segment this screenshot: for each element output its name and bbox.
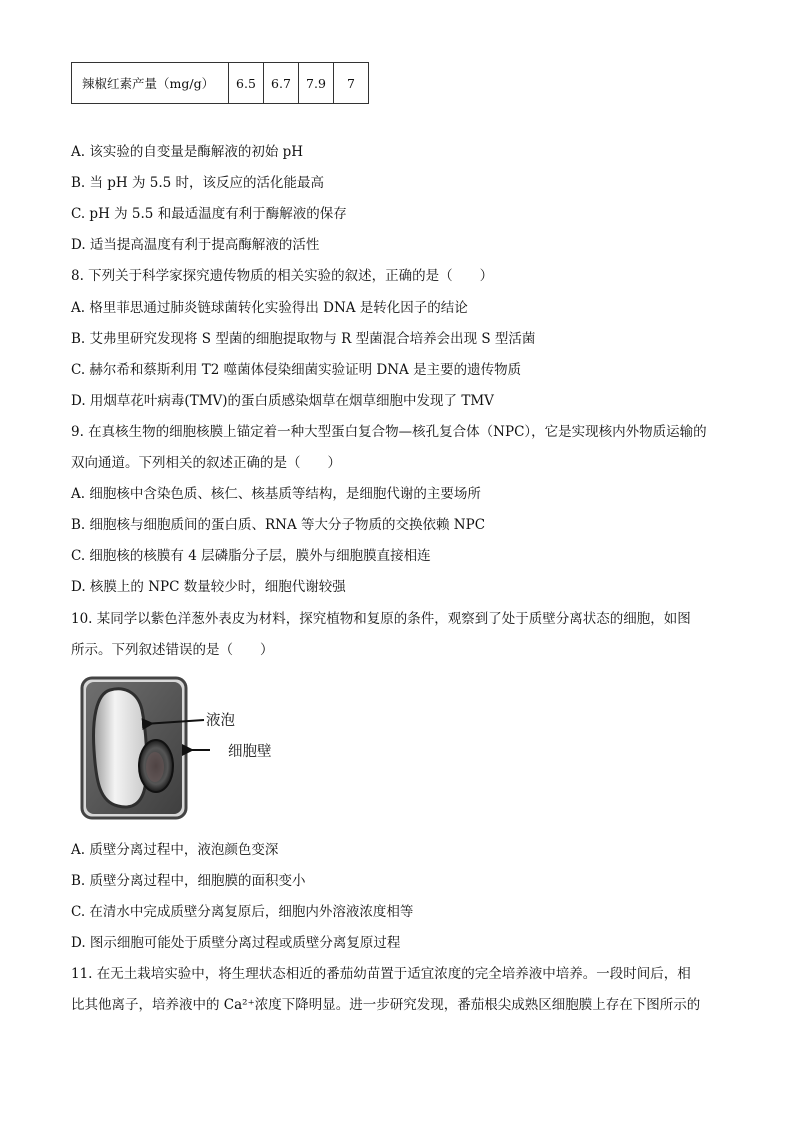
q9-option-d: D. 核膜上的 NPC 数量较少时，细胞代谢较强 [71,579,346,595]
q7-option-a: A. 该实验的自变量是酶解液的初始 pH [71,144,304,160]
q9-stem-line2: 双向通道。下列相关的叙述正确的是（ ） [71,455,341,471]
q8-option-d: D. 用烟草花叶病毒(TMV)的蛋白质感染烟草在烟草细胞中发现了 TMV [71,393,494,409]
vacuole-arrow [144,720,204,724]
table-cell: 7.9 [299,63,334,104]
table-row-label: 辣椒红素产量（mg/g） [72,63,229,104]
table-cell: 7 [334,63,369,104]
q9-option-a: A. 细胞核中含染色质、核仁、核基质等结构，是细胞代谢的主要场所 [71,486,481,502]
q10-option-c: C. 在清水中完成质壁分离复原后，细胞内外溶液浓度相等 [71,904,414,920]
q9-option-c: C. 细胞核的核膜有 4 层磷脂分子层，膜外与细胞膜直接相连 [71,548,431,564]
q8-stem: 8. 下列关于科学家探究遗传物质的相关实验的叙述，正确的是（ ） [71,268,494,284]
q9-option-b: B. 细胞核与细胞质间的蛋白质、RNA 等大分子物质的交换依赖 NPC [71,517,486,533]
q10-option-b: B. 质壁分离过程中，细胞膜的面积变小 [71,873,306,889]
table-row [72,63,369,104]
q10-stem-line1: 10. 某同学以紫色洋葱外表皮为材料，探究植物和复原的条件，观察到了处于质壁分离状态的细胞，如图 [71,611,691,627]
q10-option-d: D. 图示细胞可能处于质壁分离过程或质壁分离复原过程 [71,935,401,951]
q10-option-a: A. 质壁分离过程中，液泡颜色变深 [71,842,279,858]
vacuole-shape [94,689,147,807]
q8-option-b: B. 艾弗里研究发现将 S 型菌的细胞提取物与 R 型菌混合培养会出现 S 型活菌 [71,331,536,347]
q9-stem-line1: 9. 在真核生物的细胞核膜上锚定着一种大型蛋白复合物—核孔复合体（NPC），它是实现核内外物质运输的 [71,424,707,440]
q7-option-c: C. pH 为 5.5 和最适温度有利于酶解液的保存 [71,206,347,222]
q7-option-d: D. 适当提高温度有利于提高酶解液的活性 [71,237,320,253]
result-table [71,62,369,104]
q7-option-b: B. 当 pH 为 5.5 时，该反应的活化能最高 [71,175,325,191]
q8-option-c: C. 赫尔希和蔡斯利用 T2 噬菌体侵染细菌实验证明 DNA 是主要的遗传物质 [71,362,522,378]
table-cell: 6.5 [229,63,264,104]
cell-wall-label: 细胞壁 [228,744,272,760]
table-cell: 6.7 [264,63,299,104]
q8-option-a: A. 格里菲思通过肺炎链球菌转化实验得出 DNA 是转化因子的结论 [71,300,468,316]
q10-stem-line2: 所示。下列叙述错误的是（ ） [71,642,274,658]
q11-stem-line2: 比其他离子，培养液中的 Ca²⁺浓度下降明显。进一步研究发现，番茄根尖成熟区细胞膜上存在下图所示的 [71,997,701,1013]
label-arrows [140,708,210,758]
vacuole-label: 液泡 [206,713,235,729]
q11-stem-line1: 11. 在无土栽培实验中，将生理状态相近的番茄幼苗置于适宜浓度的完全培养液中培养。一段时间后，相 [71,966,691,982]
